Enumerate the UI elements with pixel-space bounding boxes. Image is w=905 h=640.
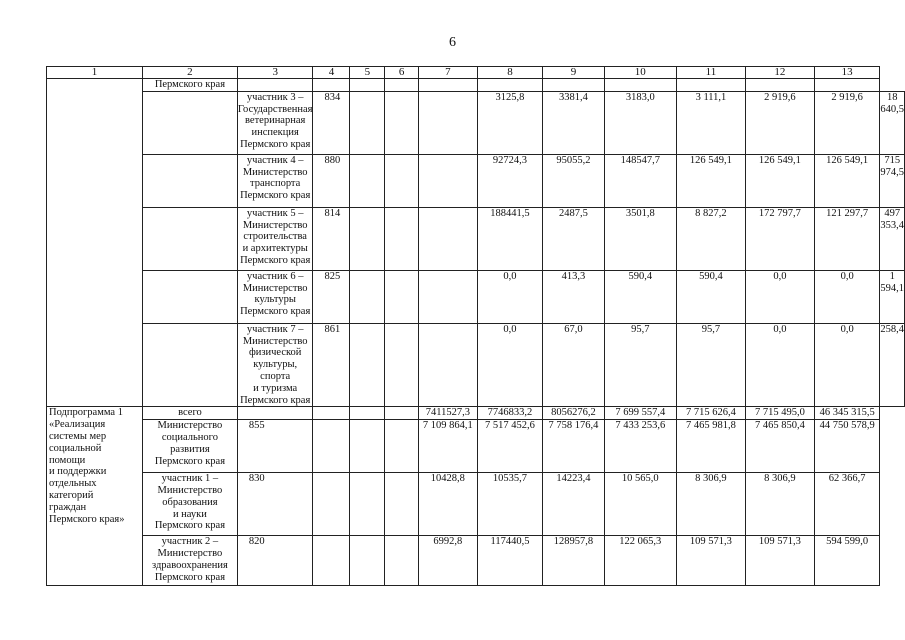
program-name-cell [142, 207, 237, 270]
value-cell [385, 154, 419, 207]
value-cell: 95,7 [604, 323, 676, 407]
column-header: 9 [543, 67, 604, 79]
value-cell: 3125,8 [477, 91, 543, 154]
value-cell: 258,4 [880, 323, 905, 407]
page-number: 6 [449, 35, 456, 50]
participant-cell: участник 1 – Министерство образования и науки Пермского края [142, 473, 237, 536]
participant-cell: участник 2 – Министерство здравоохранения Пермского края [142, 536, 237, 586]
code-cell: 820 [237, 536, 313, 586]
value-cell: 3381,4 [543, 91, 604, 154]
code-cell: 830 [237, 473, 313, 536]
value-cell [419, 270, 478, 323]
column-header: 13 [814, 67, 879, 79]
value-cell [419, 91, 478, 154]
value-cell [313, 407, 350, 420]
value-cell [604, 79, 676, 92]
value-cell: 18 640,5 [880, 91, 905, 154]
value-cell [350, 323, 385, 407]
value-cell: 188441,5 [477, 207, 543, 270]
value-cell [350, 473, 385, 536]
value-cell: 44 750 578,9 [814, 420, 879, 473]
value-cell: 7 715 626,4 [676, 407, 745, 420]
participant-cell: участник 7 – Министерство физической культуры, спорта и туризма Пермского края [237, 323, 313, 407]
value-cell: 95,7 [676, 323, 745, 407]
column-header: 10 [604, 67, 676, 79]
participant-cell: участник 3 – Государственная ветеринарная инспекция Пермского края [237, 91, 313, 154]
value-cell [385, 473, 419, 536]
value-cell: 6992,8 [419, 536, 478, 586]
participant-cell: Пермского края [142, 79, 237, 92]
value-cell: 7 715 495,0 [745, 407, 814, 420]
value-cell [350, 536, 385, 586]
column-header: 6 [385, 67, 419, 79]
table-row [47, 420, 905, 473]
value-cell: 2487,5 [543, 207, 604, 270]
value-cell: 10 565,0 [604, 473, 676, 536]
value-cell: 0,0 [745, 323, 814, 407]
value-cell [313, 420, 350, 473]
value-cell [313, 473, 350, 536]
value-cell: 109 571,3 [745, 536, 814, 586]
value-cell [814, 79, 879, 92]
value-cell: 7 433 253,6 [604, 420, 676, 473]
column-header: 11 [676, 67, 745, 79]
value-cell [350, 91, 385, 154]
value-cell [385, 79, 419, 92]
value-cell: 172 797,7 [745, 207, 814, 270]
column-header: 7 [419, 67, 478, 79]
value-cell: 7 699 557,4 [604, 407, 676, 420]
program-name-cell [142, 323, 237, 407]
table-row [47, 270, 905, 323]
value-cell [419, 79, 478, 92]
value-cell: 7746833,2 [477, 407, 543, 420]
value-cell: 0,0 [814, 323, 879, 407]
value-cell [350, 79, 385, 92]
value-cell: 10535,7 [477, 473, 543, 536]
value-cell: 8 827,2 [676, 207, 745, 270]
value-cell: 2 919,6 [745, 91, 814, 154]
value-cell: 8 306,9 [745, 473, 814, 536]
header-row [47, 67, 905, 79]
value-cell: 7 465 850,4 [745, 420, 814, 473]
value-cell: 10428,8 [419, 473, 478, 536]
value-cell: 95055,2 [543, 154, 604, 207]
value-cell [350, 154, 385, 207]
value-cell: 8056276,2 [543, 407, 604, 420]
value-cell: 126 549,1 [814, 154, 879, 207]
participant-cell: Министерство социального развития Пермского края [142, 420, 237, 473]
value-cell: 3183,0 [604, 91, 676, 154]
code-cell: 814 [313, 207, 350, 270]
value-cell [385, 207, 419, 270]
value-cell [745, 79, 814, 92]
value-cell: 7 109 864,1 [419, 420, 478, 473]
value-cell: 62 366,7 [814, 473, 879, 536]
table-row [47, 407, 905, 420]
value-cell [385, 407, 419, 420]
column-header: 2 [142, 67, 237, 79]
participant-cell: участник 4 – Министерство транспорта Пермского края [237, 154, 313, 207]
program-name-cell [47, 79, 143, 407]
value-cell: 413,3 [543, 270, 604, 323]
value-cell [350, 420, 385, 473]
value-cell: 8 306,9 [676, 473, 745, 536]
code-cell: 834 [313, 91, 350, 154]
table-row [47, 79, 905, 92]
value-cell: 0,0 [814, 270, 879, 323]
value-cell [419, 207, 478, 270]
value-cell: 109 571,3 [676, 536, 745, 586]
value-cell: 14223,4 [543, 473, 604, 536]
value-cell [385, 91, 419, 154]
value-cell: 0,0 [477, 323, 543, 407]
value-cell: 2 919,6 [814, 91, 879, 154]
participant-cell: всего [142, 407, 237, 420]
value-cell [385, 323, 419, 407]
column-header: 5 [350, 67, 385, 79]
value-cell: 590,4 [604, 270, 676, 323]
column-header: 8 [477, 67, 543, 79]
budget-table [46, 66, 905, 586]
value-cell: 0,0 [745, 270, 814, 323]
value-cell: 92724,3 [477, 154, 543, 207]
participant-cell: участник 6 – Министерство культуры Пермского края [237, 270, 313, 323]
value-cell: 3501,8 [604, 207, 676, 270]
value-cell: 497 353,4 [880, 207, 905, 270]
value-cell [350, 207, 385, 270]
program-name-cell [142, 270, 237, 323]
value-cell: 7 517 452,6 [477, 420, 543, 473]
value-cell: 7 758 176,4 [543, 420, 604, 473]
value-cell [313, 536, 350, 586]
participant-cell: участник 5 – Министерство строительства и архитектуры Пермского края [237, 207, 313, 270]
value-cell: 0,0 [477, 270, 543, 323]
value-cell: 7411527,3 [419, 407, 478, 420]
value-cell [419, 154, 478, 207]
value-cell [350, 270, 385, 323]
code-cell: 855 [237, 420, 313, 473]
table-row [47, 323, 905, 407]
column-header: 3 [237, 67, 313, 79]
value-cell [676, 79, 745, 92]
value-cell: 590,4 [676, 270, 745, 323]
table-row [47, 154, 905, 207]
table-row [47, 91, 905, 154]
program-name-cell: Подпрограмма 1 «Реализация системы мер социальной помощи и поддержки отдельных категорий граждан Пермского края» [47, 407, 143, 586]
value-cell: 715 974,5 [880, 154, 905, 207]
table-row [47, 536, 905, 586]
value-cell: 67,0 [543, 323, 604, 407]
value-cell: 126 549,1 [745, 154, 814, 207]
value-cell: 1 594,1 [880, 270, 905, 323]
value-cell: 148547,7 [604, 154, 676, 207]
column-header: 12 [745, 67, 814, 79]
code-cell: 861 [313, 323, 350, 407]
code-cell: 825 [313, 270, 350, 323]
value-cell [543, 79, 604, 92]
value-cell [477, 79, 543, 92]
value-cell: 594 599,0 [814, 536, 879, 586]
value-cell [313, 79, 350, 92]
table-row [47, 473, 905, 536]
value-cell [385, 536, 419, 586]
value-cell: 3 111,1 [676, 91, 745, 154]
value-cell [350, 407, 385, 420]
table-row [47, 207, 905, 270]
value-cell: 122 065,3 [604, 536, 676, 586]
value-cell [385, 270, 419, 323]
program-name-cell [142, 91, 237, 154]
column-header: 1 [47, 67, 143, 79]
value-cell [385, 420, 419, 473]
value-cell: 121 297,7 [814, 207, 879, 270]
value-cell: 46 345 315,5 [814, 407, 879, 420]
code-cell: 880 [313, 154, 350, 207]
value-cell [419, 323, 478, 407]
program-name-cell [142, 154, 237, 207]
value-cell: 126 549,1 [676, 154, 745, 207]
column-header: 4 [313, 67, 350, 79]
code-cell [237, 79, 313, 92]
value-cell: 128957,8 [543, 536, 604, 586]
value-cell: 117440,5 [477, 536, 543, 586]
code-cell [237, 407, 313, 420]
value-cell: 7 465 981,8 [676, 420, 745, 473]
